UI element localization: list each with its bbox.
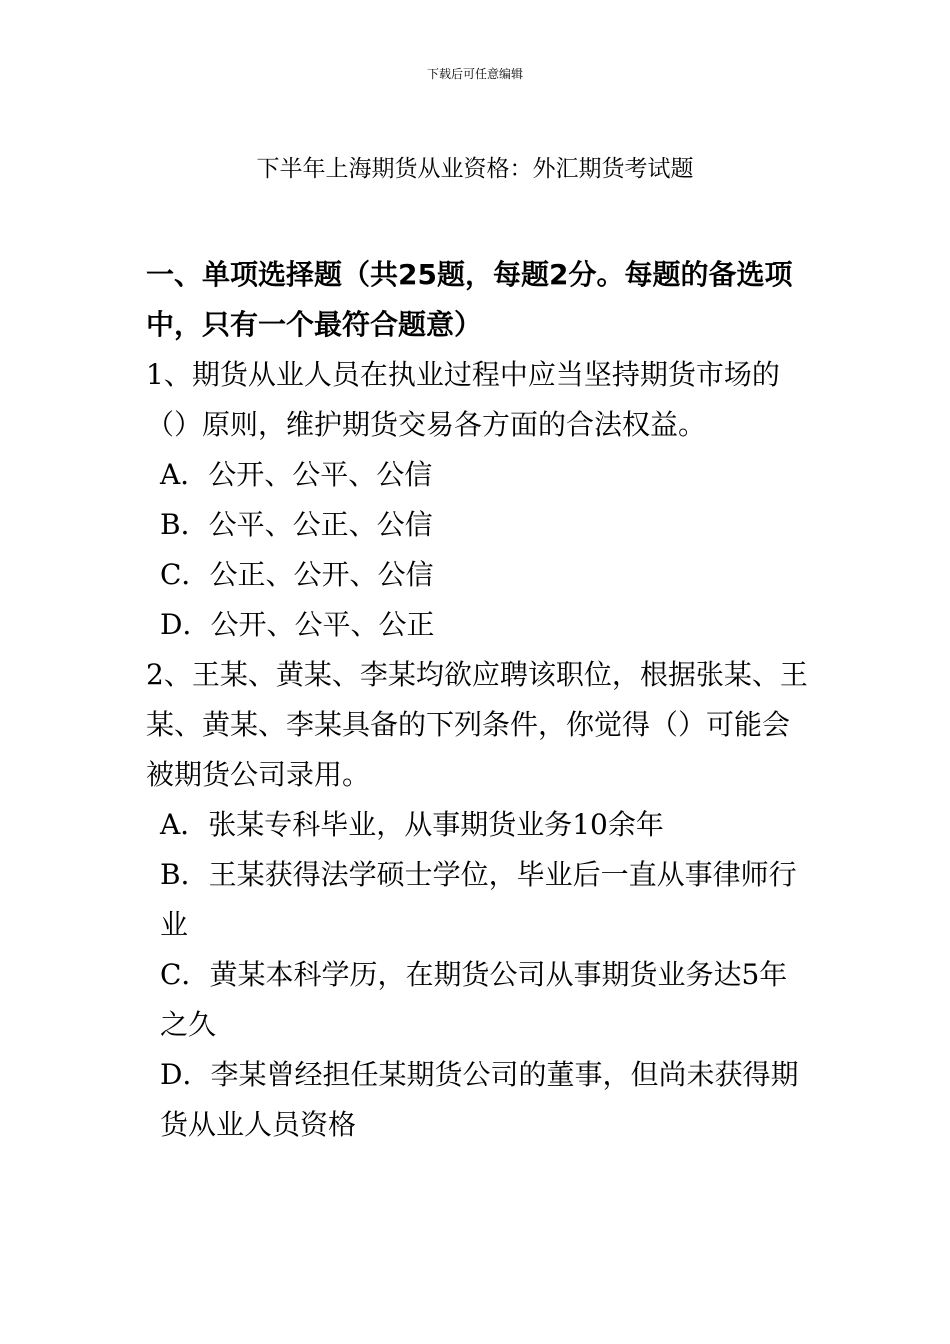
- option-d: [146, 600, 812, 650]
- option-text: 李某曾经担任某期货公司的董事，但尚未获得期货从业人员资格: [160, 1058, 799, 1141]
- question-1: [146, 350, 812, 650]
- option-text: 公开、公平、公正: [210, 608, 435, 641]
- option-letter: A．: [160, 458, 209, 491]
- option-letter: D．: [160, 1058, 211, 1091]
- option-text: 王某获得法学硕士学位，毕业后一直从事律师行业: [160, 858, 797, 941]
- question-2: [146, 650, 812, 1150]
- option-text: 公开、公平、公信: [208, 458, 433, 491]
- page-title: 下半年上海期货从业资格：外汇期货考试题: [256, 156, 694, 182]
- option-d: [146, 1050, 812, 1150]
- question-stem: 2、王某、黄某、李某均欲应聘该职位，根据张某、王某、黄某、李某具备的下列条件，你觉得（）可能会被期货公司录用。: [146, 658, 808, 791]
- option-text: 公正、公开、公信: [209, 558, 434, 591]
- option-letter: C．: [160, 558, 210, 591]
- option-b: [146, 850, 812, 950]
- option-b: [146, 500, 812, 550]
- option-text: 公平、公正、公信: [208, 508, 433, 541]
- option-a: [146, 450, 812, 500]
- option-a: [146, 800, 812, 850]
- option-letter: A．: [160, 808, 209, 841]
- option-c: [146, 950, 812, 1050]
- header-note: 下载后可任意编辑: [426, 67, 523, 81]
- option-letter: B．: [160, 508, 209, 541]
- document-body: [146, 250, 812, 1150]
- question-stem: 1、期货从业人员在执业过程中应当坚持期货市场的（）原则，维护期货交易各方面的合法权益。: [146, 358, 780, 441]
- option-letter: D．: [160, 608, 211, 641]
- option-text: 张某专科毕业，从事期货业务10余年: [208, 808, 664, 841]
- option-c: [146, 550, 812, 600]
- section-heading: 一、单项选择题（共25题，每题2分。每题的备选项中，只有一个最符合题意）: [146, 258, 793, 341]
- option-letter: C．: [160, 958, 210, 991]
- option-letter: B．: [160, 858, 209, 891]
- option-text: 黄某本科学历，在期货公司从事期货业务达5年之久: [160, 958, 788, 1041]
